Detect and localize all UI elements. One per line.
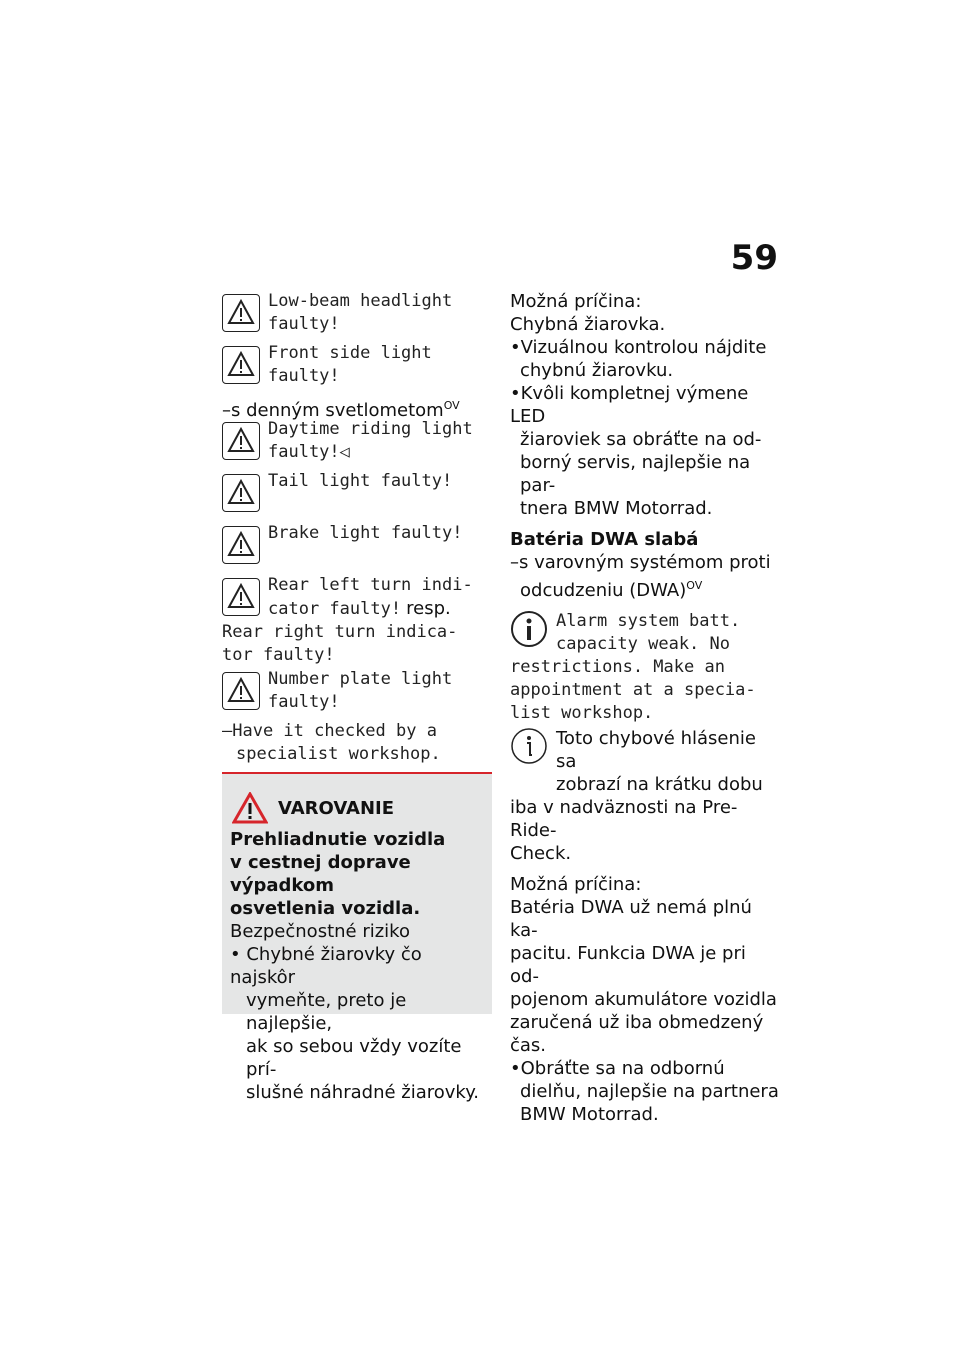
warning-triangle-icon <box>222 672 260 710</box>
page-number: 59 <box>730 238 778 278</box>
alarm-line2: capacity weak. No <box>556 634 730 654</box>
daytime-sup: OV <box>443 399 460 412</box>
low-beam-row <box>222 290 492 342</box>
brake-text: Brake light faulty! <box>268 523 463 543</box>
info-icon <box>510 610 548 648</box>
warning-triangle-icon <box>222 578 260 616</box>
bullet-3-line2: dielňu, najlepšie na partnera <box>520 1081 779 1102</box>
warning-heading-2: v cestnej doprave výpadkom <box>230 852 411 896</box>
dwa-sup: OV <box>686 579 703 592</box>
bullet-3-line1: •Obráťte sa na odbornú <box>510 1058 725 1079</box>
warning-title: VAROVANIE <box>278 798 395 819</box>
warning-risk: Bezpečnostné riziko <box>230 921 410 942</box>
cause2-line5: čas. <box>510 1035 547 1056</box>
warning-bullet-4: slušné náhradné žiarovky. <box>246 1082 480 1103</box>
warning-triangle-red-icon <box>232 792 268 828</box>
right-column <box>510 290 780 1126</box>
daytime-label-text: s denným svetlometom <box>231 400 444 421</box>
number-plate-row <box>222 668 492 720</box>
front-side-line1: Front side light <box>268 343 432 363</box>
have-checked-line1: –Have it checked by a <box>222 721 437 741</box>
warning-triangle-icon <box>222 422 260 460</box>
warning-bullet-3: ak so sebou vždy vozíte prí- <box>246 1036 462 1080</box>
cause2-line3: pojenom akumulátore vozidla <box>510 989 777 1010</box>
warning-heading-3: osvetlenia vozidla. <box>230 898 421 919</box>
left-column <box>222 290 492 766</box>
daytime-line1: Daytime riding light <box>268 419 473 439</box>
low-beam-line2: faulty! <box>268 314 340 334</box>
bullet-1-line2: chybnú žiarovku. <box>520 360 674 381</box>
dwa-title: Batéria DWA slabá <box>510 529 699 550</box>
warning-bullet-1: • Chybné žiarovky čo najskôr <box>230 944 422 988</box>
resp-text: resp. <box>406 598 451 619</box>
warning-box <box>222 772 492 1103</box>
bullet-2-line4: tnera BMW Motorrad. <box>520 498 713 519</box>
note-info-icon <box>510 727 548 765</box>
front-side-row <box>222 342 492 394</box>
number-plate-line1: Number plate light <box>268 669 453 689</box>
bullet-2-line3: borný servis, najlepšie na par- <box>520 452 751 496</box>
warning-triangle-icon <box>222 474 260 512</box>
warning-triangle-icon <box>222 294 260 332</box>
warning-bullet-2: vymeňte, preto je najlepšie, <box>246 990 407 1034</box>
rear-turn-row <box>222 574 492 668</box>
daytime-label: –s denným svetlometom$^{OV}$ <box>222 399 460 421</box>
note-line4: Check. <box>510 843 572 864</box>
daytime-line2: faulty!◁ <box>268 442 350 462</box>
note-line1: Toto chybové hlásenie sa <box>556 728 756 772</box>
rear-right-line1: Rear right turn indica- <box>222 622 458 642</box>
cause2-line1: Batéria DWA už nemá plnú ka- <box>510 897 752 941</box>
alarm-line1: Alarm system batt. <box>556 611 741 631</box>
alarm-line3: restrictions. Make an <box>510 657 725 677</box>
tail-row <box>222 470 492 522</box>
cause2-label: Možná príčina: <box>510 874 642 895</box>
bullet-2-line1: •Kvôli kompletnej výmene LED <box>510 383 749 427</box>
cause2-line4: zaručená už iba obmedzený <box>510 1012 764 1033</box>
daytime-row <box>222 418 492 470</box>
note-row <box>510 727 780 865</box>
alarm-line4: appointment at a specia- <box>510 680 756 700</box>
cause-text: Chybná žiarovka. <box>510 314 666 335</box>
warning-heading-1: Prehliadnutie vozidla <box>230 829 446 850</box>
bullet-3-line3: BMW Motorrad. <box>520 1104 659 1125</box>
note-line2: zobrazí na krátku dobu <box>556 774 763 795</box>
have-checked-line2: specialist workshop. <box>236 744 441 764</box>
dwa-sub-line1: –s varovným systémom proti <box>510 552 771 573</box>
bullet-1-line1: •Vizuálnou kontrolou nájdite <box>510 337 767 358</box>
rear-left-line2: cator faulty! <box>268 599 402 619</box>
note-line3: iba v nadväznosti na Pre-Ride- <box>510 797 738 841</box>
dwa-sub-line2: odcudzeniu (DWA)$^{OV}$ <box>520 579 703 601</box>
cause2-line2: pacitu. Funkcia DWA je pri od- <box>510 943 746 987</box>
rear-left-line1: Rear left turn indi- <box>268 575 473 595</box>
number-plate-line2: faulty! <box>268 692 340 712</box>
brake-row <box>222 522 492 574</box>
warning-triangle-icon <box>222 346 260 384</box>
rear-right-line2: tor faulty! <box>222 645 335 665</box>
cause-label: Možná príčina: <box>510 291 642 312</box>
warning-header <box>230 792 484 828</box>
alarm-row <box>510 610 780 725</box>
low-beam-line1: Low-beam headlight <box>268 291 453 311</box>
tail-text: Tail light faulty! <box>268 471 453 491</box>
bullet-2-line2: žiaroviek sa obráťte na od- <box>520 429 762 450</box>
alarm-line5: list workshop. <box>510 703 654 723</box>
warning-triangle-icon <box>222 526 260 564</box>
front-side-line2: faulty! <box>268 366 340 386</box>
